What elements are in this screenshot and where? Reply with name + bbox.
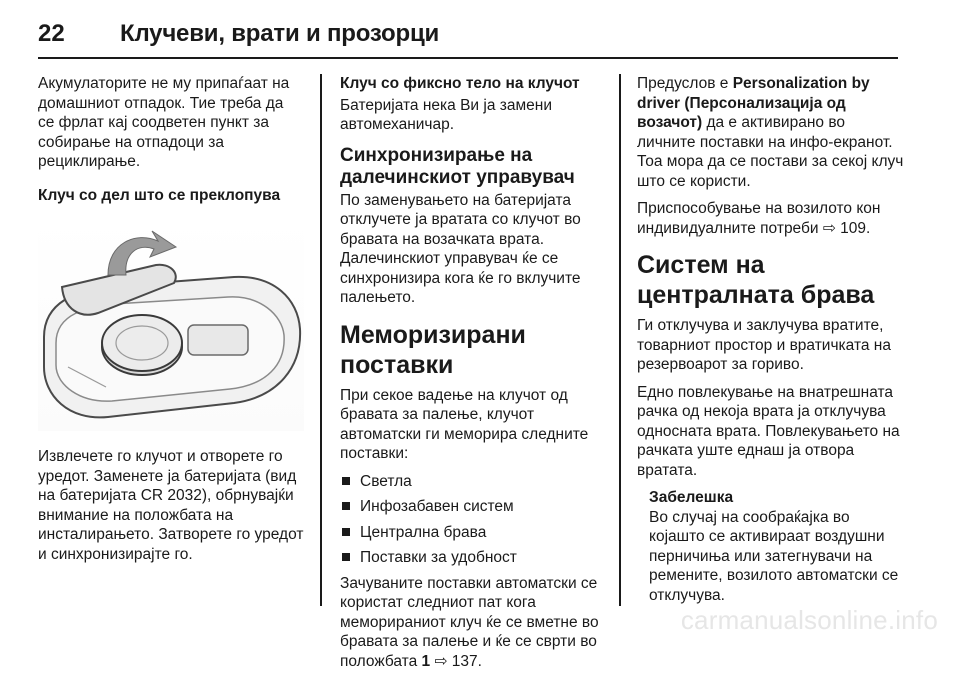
fixed-key-text: Батеријата нека Ви ја замени автомеханичар. <box>340 96 552 133</box>
key-battery-illustration-svg <box>38 217 304 431</box>
note-text: Во случај на сообраќајка во којашто се активираат воздушни перничиња или затегнувачи на ремените, возилото автоматски се отклучува. <box>649 508 899 604</box>
key-battery-illustration <box>38 217 304 431</box>
personalization-body: Приспособување на возилото кон индивидуалните потреби <box>637 200 881 237</box>
remote-sync-heading: Синхронизирање на далечинскиот управувач <box>340 144 575 188</box>
list-item: Инфозабавен систем <box>340 497 606 517</box>
note-box <box>649 488 905 605</box>
remote-sync-text: По заменувањето на батеријата отклучете ја вратата со клучот во бравата на возачката врата. Далечинскиот управувач ќе се синхронизира кога ќе го вклучите палењето. <box>340 191 581 306</box>
prerequisite-post: да е активирано во личните поставки на инфо-екранот. Тоа мора да се постави за секој клуч што се користи. <box>637 114 904 190</box>
list-item: Централна брава <box>340 523 606 543</box>
personalization-text <box>637 199 905 238</box>
door-handle-text: Едно повлекување на внатрешната рачка од некоја врата ја отклучува односната врата. Повлекувањето на рачката уште еднаш ја отвора вратата. <box>637 383 900 479</box>
page-header <box>38 14 439 54</box>
note-title: Забелешка <box>649 489 734 506</box>
column-left <box>38 74 304 572</box>
column-divider-2 <box>619 74 621 606</box>
page-ref-arrow-icon: ⇨ <box>434 652 448 670</box>
page-number: 22 <box>38 20 65 47</box>
page-ref-link[interactable]: 137. <box>451 652 482 670</box>
saved-settings-text <box>340 574 606 672</box>
fixed-key-heading: Клуч со фиксно тело на клучот <box>340 75 580 92</box>
list-item: Светла <box>340 472 606 492</box>
page-ref-arrow-icon: ⇨ <box>822 219 836 237</box>
prerequisite-pre: Предуслов е <box>637 75 733 92</box>
column-middle <box>340 74 606 679</box>
watermark: carmanualsonline.info <box>680 605 938 635</box>
list-item: Поставки за удобност <box>340 548 606 568</box>
page-ref-link[interactable]: 109. <box>840 219 871 237</box>
personalization-setting: Personalization by driver (Персонализација од возачот) <box>637 75 870 131</box>
column-right <box>637 74 905 605</box>
replace-battery-instructions: Извлечете го клучот и отворете го уредот. Заменете ја батеријата (вид на батеријата CR 2032), обрнувајќи внимание на положбата на инсталирањето. Затворете го уредот и синхронизирајте го. <box>38 448 304 563</box>
memorized-settings-list <box>340 472 606 568</box>
saved-settings-body: Зачуваните поставки автоматски се користат следниот пат кога меморираниот клуч ќе се вметне во бравата за палење и ќе се сврти во положбата <box>340 574 599 670</box>
memorized-settings-heading: Меморизирани поставки <box>340 320 526 379</box>
folding-key-heading: Клуч со дел што се преклопува <box>38 186 281 204</box>
central-locking-heading: Систем на централната брава <box>637 251 875 309</box>
column-divider-1 <box>320 74 322 606</box>
central-locking-text: Ги отклучува и заклучува вратите, товарниот простор и вратичката на резервоарот за гориво. <box>637 317 891 373</box>
page-title: Клучеви, врати и прозорци <box>120 20 440 47</box>
prerequisite-text <box>637 74 905 191</box>
ignition-position: 1 <box>421 652 431 670</box>
memorized-settings-text: При секое вадење на клучот од бравата за палење, клучот автоматски ги меморира следните поставки: <box>340 386 589 462</box>
battery-disposal-text: Акумулаторите не му припаѓаат на домашниот отпадок. Тие треба да се фрлат кај соодветен пункт за собирање на отпадоци за рециклирање. <box>38 75 290 170</box>
header-divider <box>38 57 898 59</box>
